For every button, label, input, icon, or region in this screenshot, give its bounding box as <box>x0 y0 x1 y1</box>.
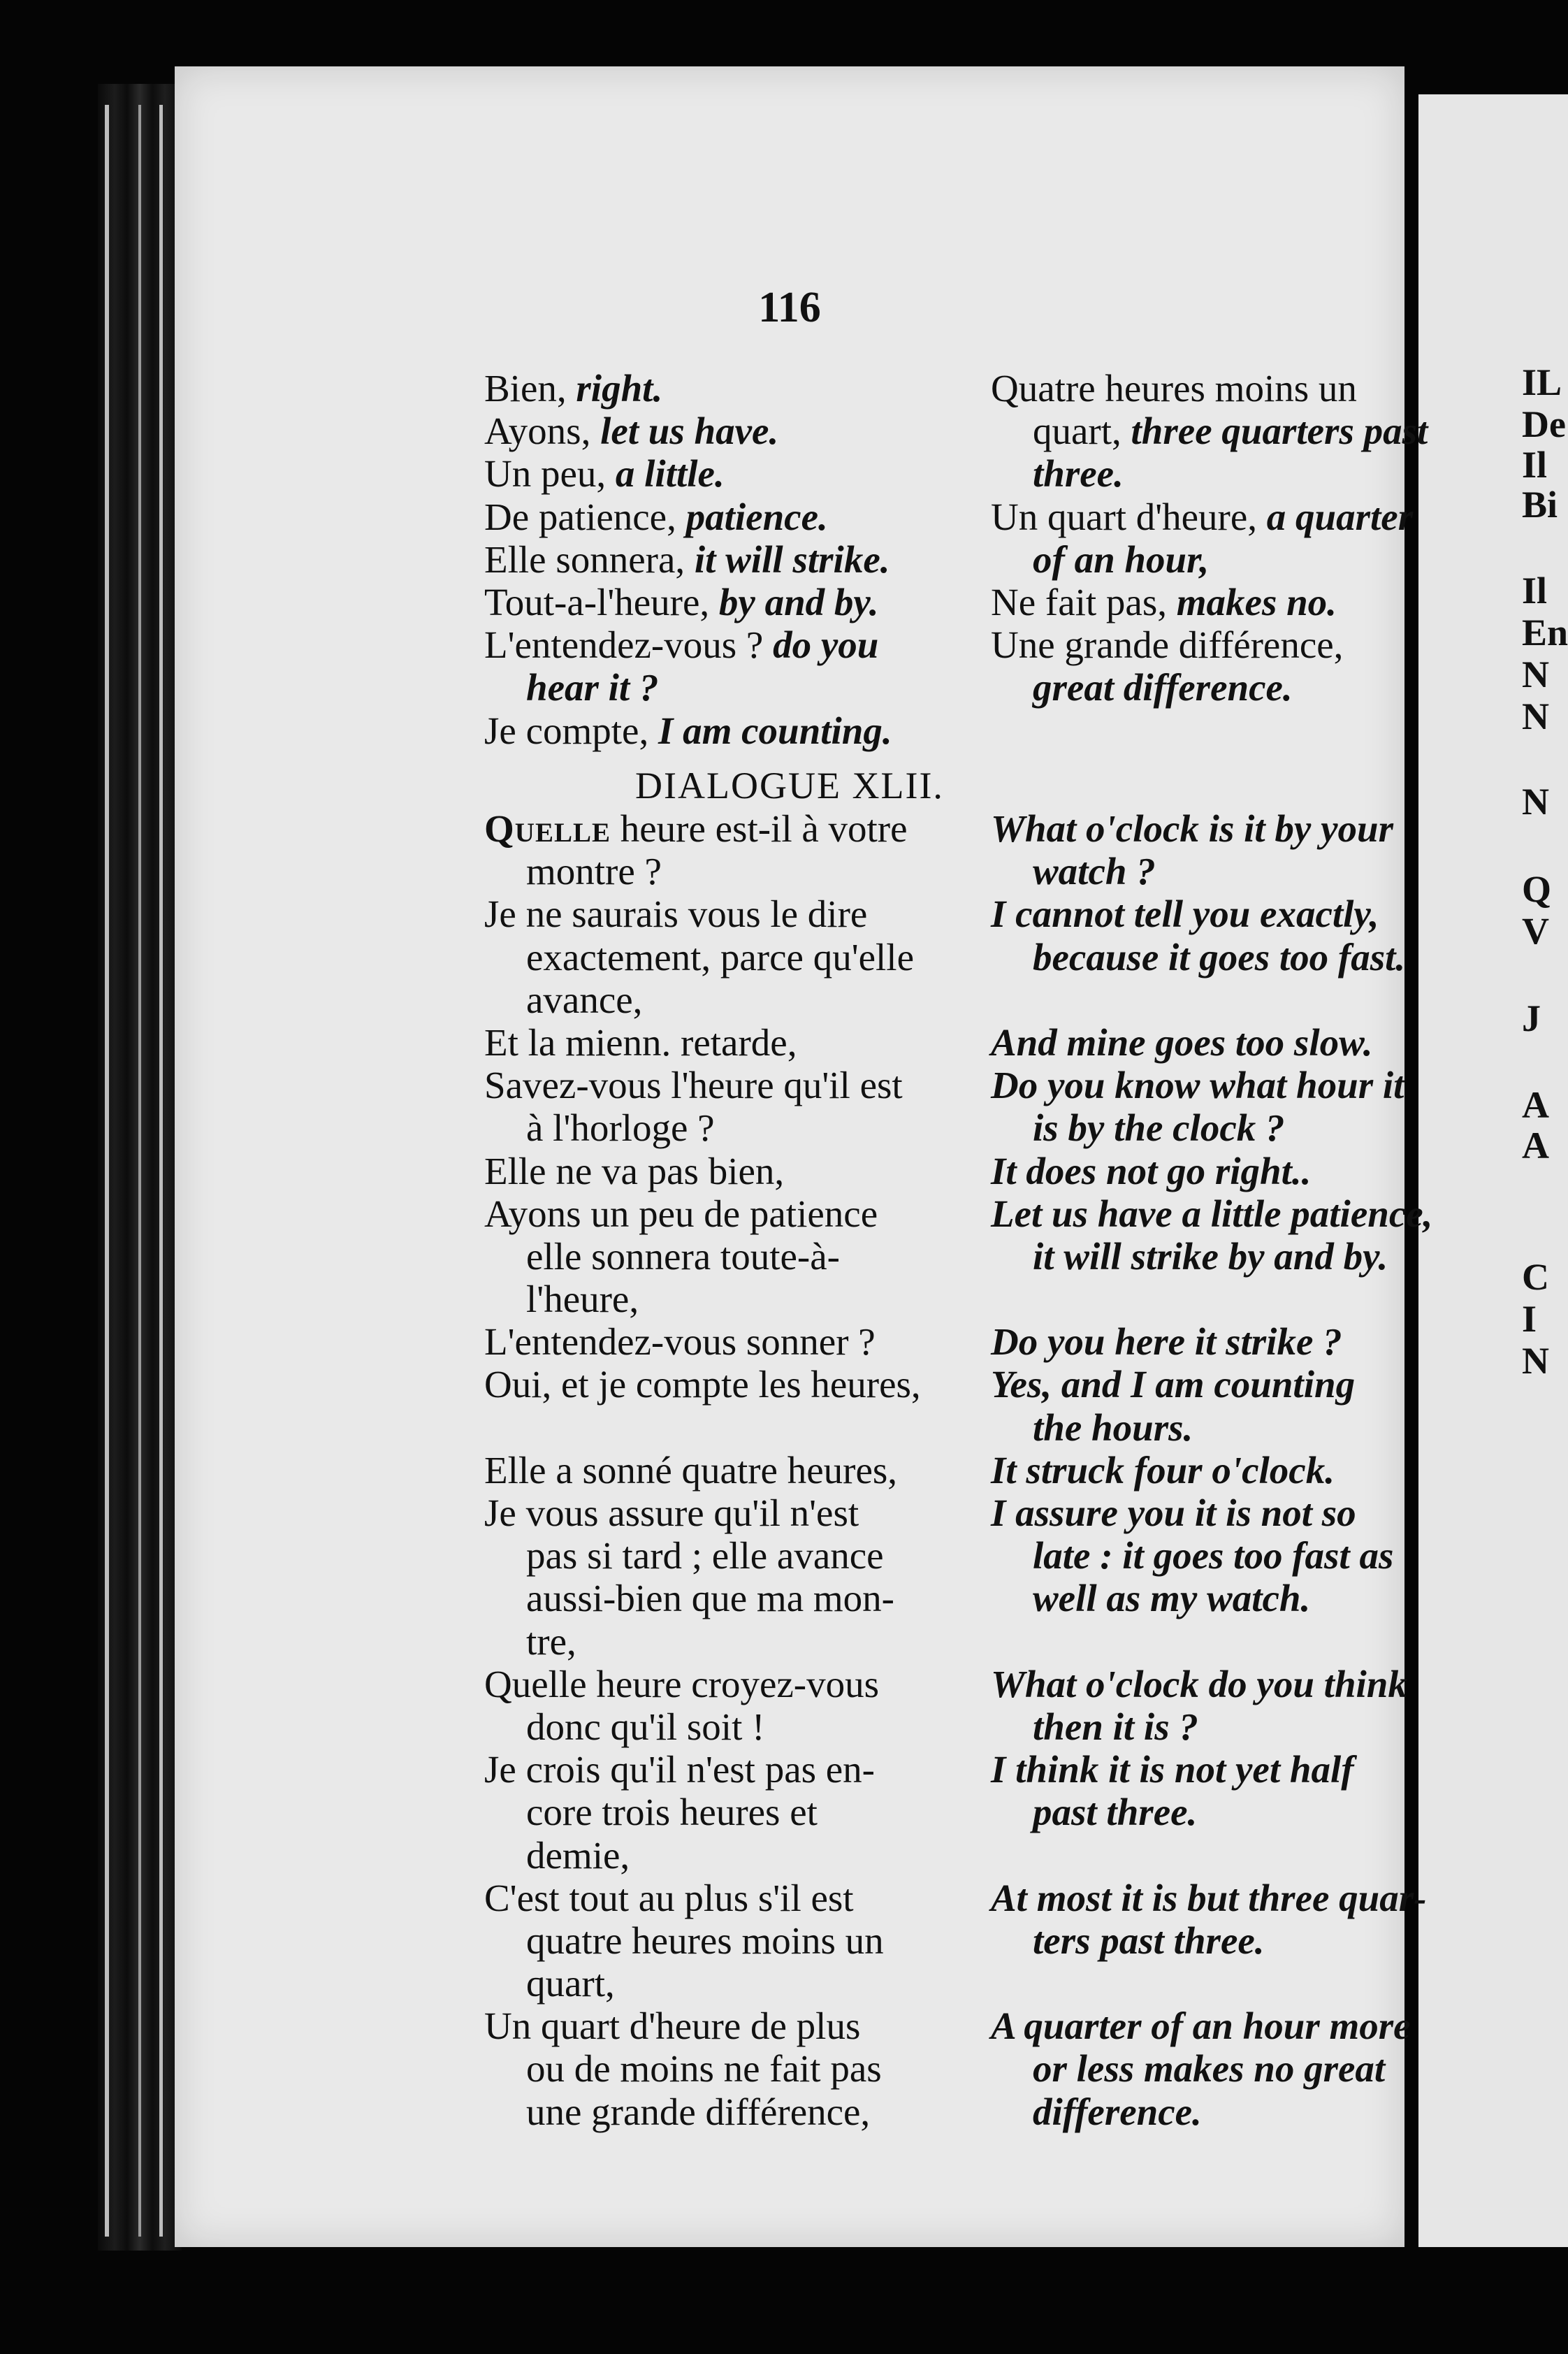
dialogue-french-line: quart, <box>526 1962 615 2005</box>
facing-page-fragment: De <box>1522 403 1566 445</box>
dialogue-french-line: Elle ne va pas bien, <box>484 1149 785 1192</box>
vocab-french: Je compte, <box>484 709 658 752</box>
facing-page-fragment: V <box>1522 910 1549 952</box>
dialogue-english-line: then it is ? <box>1033 1705 1198 1748</box>
dialogue-french-line: Oui, et je compte les heures, <box>484 1363 921 1406</box>
dialogue-english-line: is by the clock ? <box>1033 1106 1285 1150</box>
vocab-english: three. <box>1033 452 1124 496</box>
dialogue-english-line: it will strike by and by. <box>1033 1234 1388 1278</box>
vocabulary-right-column <box>991 367 1480 709</box>
vocab-line <box>991 581 1480 623</box>
dialogue-english-line <box>991 1834 1494 1877</box>
dialogue-english-line: I assure you it is not so <box>991 1492 1356 1534</box>
dialogue-english-line <box>991 1620 1494 1663</box>
facing-page-fragment: Il <box>1522 570 1548 612</box>
dialogue-english-line: watch ? <box>1033 850 1156 893</box>
dialogue-english-line: A quarter of an hour more <box>991 2005 1411 2048</box>
vocab-french: Tout-a-l'heure, <box>484 580 719 623</box>
dialogue-english-line: It does not go right.. <box>991 1149 1312 1192</box>
facing-page-fragment: Il <box>1522 444 1548 486</box>
vocab-english: a quarter <box>1266 495 1414 538</box>
vocab-line <box>484 538 980 581</box>
vocab-french: Ayons, <box>484 410 601 453</box>
dialogue-french-line: tre, <box>526 1619 576 1663</box>
vocab-line <box>991 496 1480 538</box>
page-number: 116 <box>758 284 821 331</box>
dialogue-french-line: core trois heures et <box>526 1791 818 1834</box>
vocab-french: Un peu, <box>484 452 616 496</box>
dialogue-french-line: Elle a sonné quatre heures, <box>484 1448 898 1492</box>
vocab-english: great difference. <box>1033 666 1293 709</box>
spine-edge-line <box>138 105 141 2237</box>
dialogue-french-line: Savez-vous l'heure qu'il est <box>484 1064 903 1107</box>
dialogue-french-line: donc qu'il soit ! <box>526 1705 765 1748</box>
vocab-english: three quarters past <box>1131 410 1428 453</box>
facing-page-fragment: N <box>1522 781 1549 823</box>
dialogue-french-line: pas si tard ; elle avance <box>526 1534 884 1577</box>
vocab-english: makes no. <box>1176 580 1337 623</box>
vocab-line <box>484 452 980 495</box>
dialogue-french-line: exactement, parce qu'elle <box>526 935 914 979</box>
facing-page-fragment: N <box>1522 695 1549 737</box>
dialogue-english-line: I think it is not yet half <box>991 1748 1354 1791</box>
book-page <box>175 66 1433 2247</box>
dialogue-french-line: montre ? <box>526 850 662 893</box>
vocab-french: Une grande différence, <box>991 623 1344 667</box>
dialogue-french-line: l'heure, <box>526 1278 639 1321</box>
vocab-english: a little. <box>615 452 725 496</box>
dialogue-english-line <box>991 1962 1494 2005</box>
vocab-english: by and by. <box>718 580 879 623</box>
facing-page-fragment: C <box>1522 1256 1549 1298</box>
vocab-english: right. <box>576 367 663 410</box>
vocab-line <box>484 623 980 666</box>
vocab-line <box>484 496 980 538</box>
dialogue-english-column <box>991 807 1494 2133</box>
vocab-french: Ne fait pas, <box>991 580 1177 623</box>
dialogue-french-line: Ayons un peu de patience <box>484 1192 878 1235</box>
dialogue-english-line: well as my watch. <box>1033 1577 1311 1620</box>
dialogue-english-line: or less makes no great <box>1033 2047 1386 2091</box>
dialogue-english-line: What o'clock is it by your <box>991 807 1393 850</box>
spine-edge-line <box>159 105 163 2237</box>
dialogue-english-line <box>991 1278 1494 1320</box>
dialogue-english-line: Do you know what hour it <box>991 1064 1404 1107</box>
dialogue-french-line: C'est tout au plus s'il est <box>484 1876 854 1919</box>
facing-page-fragment: J <box>1522 997 1541 1039</box>
vocab-line <box>991 623 1480 666</box>
dialogue-french-line: Et la mienn. retarde, <box>484 1020 797 1064</box>
vocab-line <box>484 410 980 452</box>
vocab-french: Elle sonnera, <box>484 537 695 581</box>
facing-page-fragment: IL <box>1522 361 1562 403</box>
dialogue-french-column <box>484 807 980 2133</box>
dialogue-english-line: I cannot tell you exactly, <box>991 893 1379 936</box>
vocab-english: of an hour, <box>1033 537 1210 581</box>
vocab-english: let us have. <box>600 410 779 453</box>
dialogue-french-line: L'entendez-vous sonner ? <box>484 1320 876 1364</box>
dialogue-french-line: quatre heures moins un <box>526 1919 884 1962</box>
vocab-line <box>991 538 1480 581</box>
dialogue-french-line <box>484 1406 980 1449</box>
dialogue-english-line: What o'clock do you think <box>991 1662 1407 1705</box>
vocab-english: patience. <box>685 495 828 538</box>
vocab-line <box>991 367 1480 410</box>
facing-page-fragment: A <box>1522 1084 1549 1126</box>
dialogue-english-line: Yes, and I am counting <box>991 1363 1356 1406</box>
vocab-line <box>484 581 980 623</box>
dialogue-french-line: demie, <box>526 1833 630 1877</box>
dialogue-english-line: ters past three. <box>1033 1919 1265 1962</box>
vocab-french: De patience, <box>484 495 686 538</box>
vocab-english: I am counting. <box>658 709 892 752</box>
dialogue-french-line: Quelle heure est-il à votre <box>484 807 908 850</box>
dialogue-french-line: aussi-bien que ma mon- <box>526 1577 894 1620</box>
vocab-line <box>484 367 980 410</box>
dialogue-french-line: une grande différence, <box>526 2090 871 2133</box>
vocab-english: do you <box>773 623 879 667</box>
dialogue-french-line: Je crois qu'il n'est pas en- <box>484 1748 875 1791</box>
dialogue-english-line: past three. <box>1033 1791 1198 1834</box>
dialogue-english-line: Let us have a little patience, <box>991 1192 1433 1235</box>
dialogue-french-line: Je vous assure qu'il n'est <box>484 1492 859 1534</box>
spine-edge-line <box>105 105 109 2237</box>
facing-page-fragment: N <box>1522 654 1549 695</box>
dialogue-french-line: Quelle heure croyez-vous <box>484 1662 880 1705</box>
vocab-french: Bien, <box>484 367 576 410</box>
dialogue-english-line: difference. <box>1033 2090 1202 2133</box>
dialogue-french-line: à l'horloge ? <box>526 1106 715 1150</box>
vocab-english: it will strike. <box>694 537 890 581</box>
facing-page-fragment: Q <box>1522 868 1552 910</box>
facing-page-fragment: Bi <box>1522 484 1558 526</box>
dialogue-english-line <box>991 979 1494 1021</box>
dialogue-title: DIALOGUE XLII. <box>635 765 944 807</box>
dialogue-english-line: because it goes too fast. <box>1033 935 1406 979</box>
dialogue-english-line: It struck four o'clock. <box>991 1448 1335 1492</box>
vocab-french: Un quart d'heure, <box>991 495 1267 538</box>
vocab-english: hear it ? <box>526 666 659 709</box>
dialogue-english-line: Do you here it strike ? <box>991 1320 1342 1364</box>
vocab-line <box>484 666 980 709</box>
vocabulary-left-column <box>484 367 980 752</box>
dialogue-french-line: Un quart d'heure de plus <box>484 2005 861 2048</box>
dialogue-english-line: At most it is but three quar- <box>991 1876 1427 1919</box>
vocab-french: Quatre heures moins un <box>991 367 1357 410</box>
facing-page-fragment: N <box>1522 1340 1549 1382</box>
dialogue-french-line: Je ne saurais vous le dire <box>484 893 868 936</box>
vocab-line <box>484 709 980 752</box>
dialogue-english-line: And mine goes too slow. <box>991 1020 1373 1064</box>
facing-page-fragment: I <box>1522 1298 1537 1340</box>
dialogue-english-line: the hours. <box>1033 1406 1193 1449</box>
vocab-line <box>991 410 1480 452</box>
facing-page-fragment: A <box>1522 1125 1549 1167</box>
vocab-french: L'entendez-vous ? <box>484 623 774 667</box>
dialogue-english-line: late : it goes too fast as <box>1033 1534 1394 1577</box>
vocab-line <box>991 666 1480 709</box>
dialogue-french-line: elle sonnera toute-à- <box>526 1234 840 1278</box>
dialogue-french-line: avance, <box>526 978 643 1021</box>
dialogue-french-line: ou de moins ne fait pas <box>526 2047 882 2091</box>
facing-page-fragment: En <box>1522 612 1568 654</box>
vocab-french: quart, <box>1033 410 1131 453</box>
vocab-line <box>991 452 1480 495</box>
